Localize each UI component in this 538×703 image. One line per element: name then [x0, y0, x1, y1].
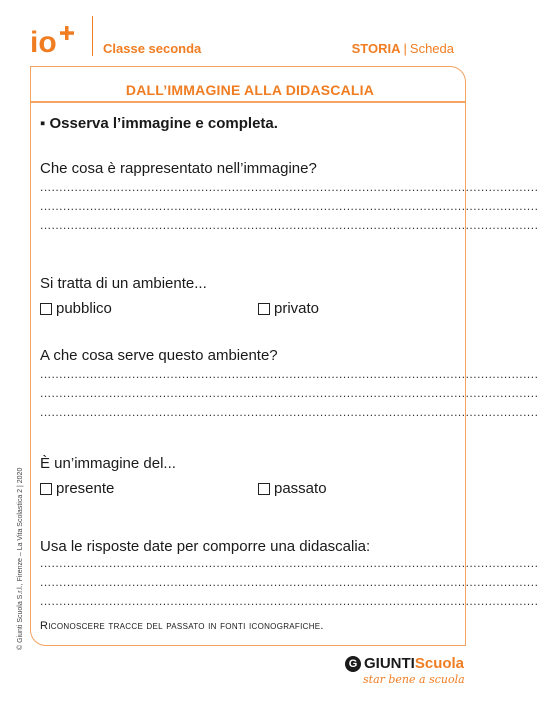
answer-line[interactable]: .................................................................................................................................. [40, 405, 538, 419]
answer-line[interactable]: .................................................................................................................................. [40, 180, 538, 194]
subject-label: STORIA | Scheda [351, 41, 454, 56]
svg-text:io: io [30, 26, 57, 59]
checkbox[interactable] [40, 483, 52, 495]
header-divider [92, 16, 93, 56]
question-1: Che cosa è rappresentato nell’immagine? [40, 160, 317, 177]
giunti-scuola-logo [345, 655, 465, 686]
instruction-text: Osserva l’immagine e completa. [49, 115, 278, 132]
checkbox[interactable] [258, 303, 270, 315]
answer-line[interactable]: .................................................................................................................................. [40, 386, 538, 400]
copyright-note: © Giunti Scuola S.r.l., Firenze – La Vita Scolastica 2 | 2020 [17, 467, 24, 650]
instruction: ▪ Osserva l’immagine e completa. [40, 115, 278, 132]
option-label: privato [274, 300, 320, 317]
brand-sub: Scuola [414, 655, 465, 672]
sheet-type: Scheda [409, 41, 454, 56]
option-label: presente [56, 480, 115, 497]
answer-line[interactable]: .................................................................................................................................. [40, 556, 538, 570]
title-divider [30, 101, 466, 103]
option-label: pubblico [56, 300, 112, 317]
checkbox[interactable] [40, 303, 52, 315]
option-privato[interactable] [258, 300, 319, 317]
question-3: A che cosa serve questo ambiente? [40, 347, 278, 364]
question-2: Si tratta di un ambiente... [40, 275, 207, 292]
worksheet-title: DALL’IMMAGINE ALLA DIDASCALIA [125, 82, 375, 98]
io-plus-logo [30, 22, 82, 59]
option-label: passato [274, 480, 327, 497]
question-4: È un’immagine del... [40, 455, 176, 472]
answer-line[interactable]: .................................................................................................................................. [40, 218, 538, 232]
brand-name: GIUNTI [364, 655, 415, 672]
option-presente[interactable] [40, 480, 114, 497]
answer-line[interactable]: .................................................................................................................................. [40, 575, 538, 589]
option-pubblico[interactable] [40, 300, 112, 317]
g-logo-icon: G [345, 656, 361, 672]
brand-slogan: star bene a scuola [363, 673, 465, 686]
answer-line[interactable]: .................................................................................................................................. [40, 594, 538, 608]
answer-line[interactable]: .................................................................................................................................. [40, 199, 538, 213]
option-passato[interactable] [258, 480, 327, 497]
class-label: Classe seconda [103, 41, 202, 56]
answer-line[interactable]: .................................................................................................................................. [40, 367, 538, 381]
checkbox[interactable] [258, 483, 270, 495]
question-5: Usa le risposte date per comporre una didascalia: [40, 538, 371, 555]
learning-objective: Riconoscere tracce del passato in fonti iconografiche. [40, 620, 324, 632]
subject-name: STORIA [351, 41, 401, 56]
